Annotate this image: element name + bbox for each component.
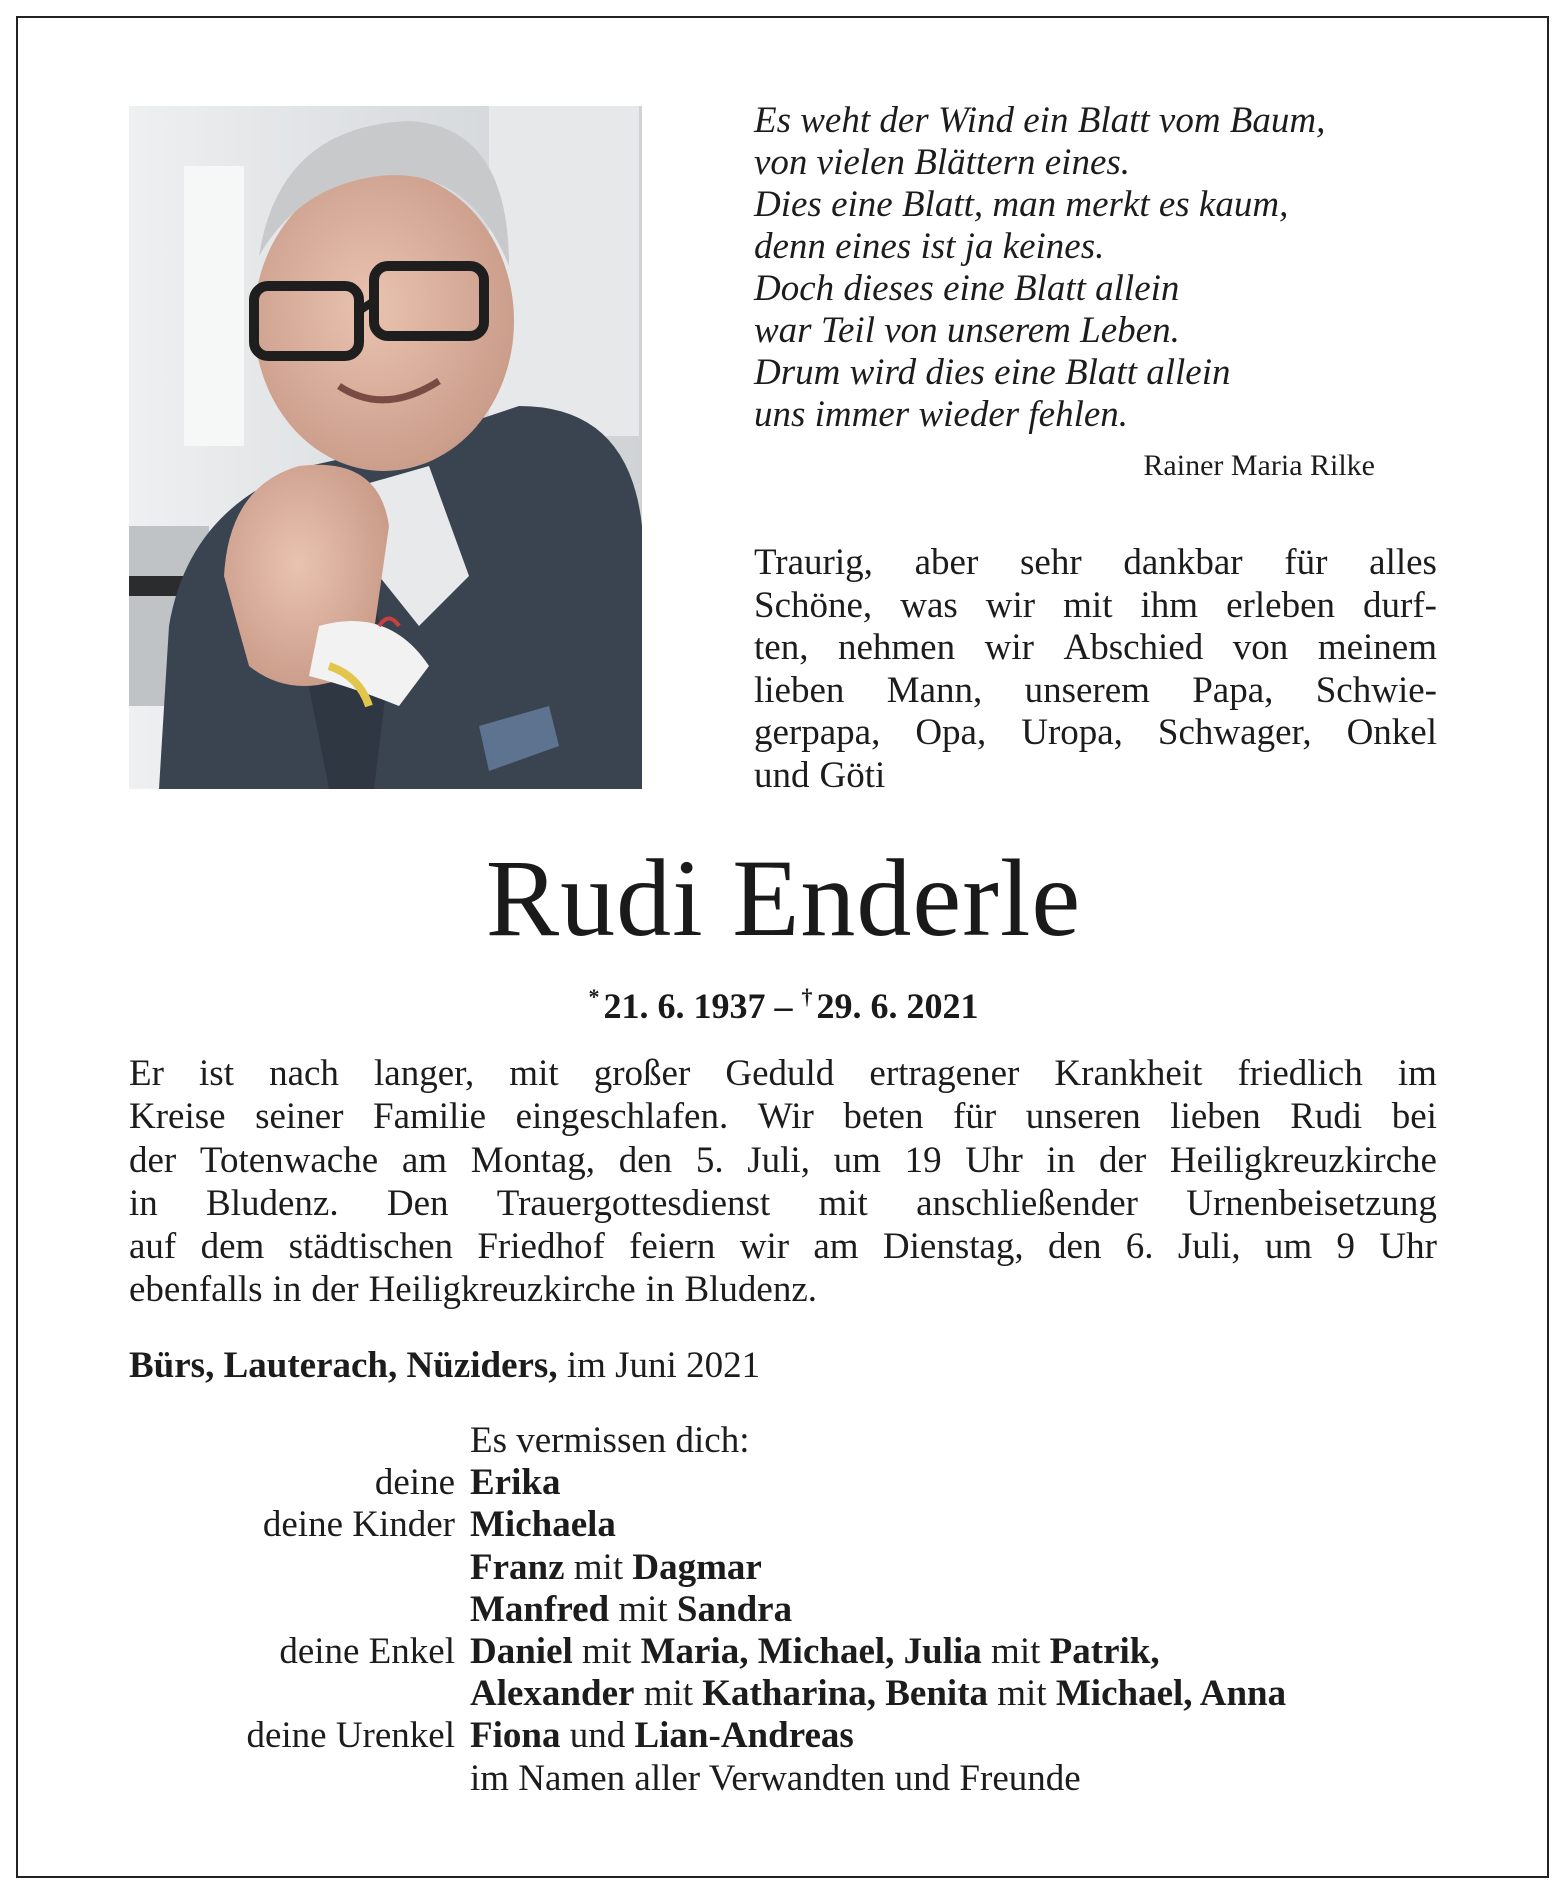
- word: unseren: [1025, 1096, 1141, 1138]
- mourner-row: [0, 1504, 1567, 1546]
- mourner-row: [0, 1673, 1567, 1715]
- mourner-row: [0, 1631, 1567, 1673]
- word: Totenwache: [199, 1139, 379, 1181]
- death-date: 29. 6. 2021: [816, 986, 979, 1026]
- word: Schwager,: [1157, 712, 1312, 753]
- life-dates: [0, 975, 1567, 1028]
- connector-word: mit: [572, 1630, 641, 1672]
- word: ihm: [1140, 584, 1199, 626]
- word: ist: [199, 1053, 234, 1094]
- word: 9: [1336, 1226, 1356, 1268]
- word: Krankheit: [1054, 1053, 1203, 1094]
- word: wir: [985, 584, 1036, 626]
- mourner-row: [0, 1547, 1567, 1589]
- word: am: [813, 1226, 859, 1268]
- word: dem: [200, 1226, 265, 1268]
- mourner-row: [0, 1589, 1567, 1631]
- word: großer: [593, 1053, 691, 1094]
- mourner-name: Dagmar: [632, 1546, 762, 1588]
- announcement-line: [129, 1095, 1437, 1138]
- word: Montag,: [470, 1139, 596, 1181]
- intro-line: [754, 670, 1437, 713]
- word: ebenfalls: [129, 1269, 263, 1311]
- portrait-photo: [129, 106, 642, 789]
- word: bei: [1391, 1096, 1437, 1138]
- word: beten: [843, 1096, 924, 1138]
- word: unserem: [1024, 669, 1150, 711]
- intro-line: [754, 755, 1437, 798]
- word: für: [953, 1096, 997, 1138]
- word: lieben: [1170, 1096, 1261, 1138]
- word: auf: [129, 1226, 177, 1268]
- word: Heiligkreuzkirche: [1169, 1139, 1437, 1181]
- poem-line: Es weht der Wind ein Blatt vom Baum,: [754, 100, 1326, 141]
- portrait-illustration: [129, 106, 642, 789]
- word: sehr: [1020, 542, 1082, 583]
- mourner-names: [470, 1673, 1286, 1715]
- intro-line: [754, 627, 1437, 670]
- mourner-row: [0, 1715, 1567, 1757]
- mourner-relation: deine Enkel: [279, 1630, 455, 1672]
- word: Uhr: [1379, 1226, 1437, 1268]
- word: Trauergottesdienst: [496, 1182, 771, 1224]
- word: nehmen: [837, 627, 956, 668]
- mourners-heading: Es vermissen dich:: [470, 1420, 750, 1461]
- word: was: [900, 584, 958, 626]
- word: 6.: [1125, 1226, 1154, 1268]
- word: wir: [984, 627, 1034, 668]
- word: Bludenz.: [206, 1182, 339, 1224]
- word: Rudi: [1290, 1096, 1363, 1138]
- word: um: [1264, 1226, 1313, 1268]
- word: nach: [269, 1053, 339, 1094]
- connector-word: mit: [609, 1588, 677, 1630]
- word: wir: [739, 1226, 790, 1268]
- mourner-rows: [0, 1462, 1567, 1800]
- poem-line: Drum wird dies eine Blatt allein: [754, 352, 1231, 393]
- word: Opa,: [915, 712, 987, 753]
- word: alles: [1369, 542, 1437, 583]
- word: den: [1048, 1226, 1102, 1268]
- word: mit: [818, 1182, 868, 1224]
- poem-author: Rainer Maria Rilke: [1143, 449, 1375, 482]
- mourner-relation: deine Urenkel: [246, 1715, 455, 1757]
- intro-paragraph: [754, 542, 1437, 797]
- mourner-name: Daniel: [470, 1630, 573, 1672]
- word: Urnenbeisetzung: [1186, 1182, 1437, 1224]
- word: um: [833, 1139, 881, 1181]
- word: 5.: [695, 1139, 724, 1181]
- word: in: [272, 1269, 302, 1311]
- connector-word: mit: [981, 1630, 1050, 1672]
- poem-line: von vielen Blättern eines.: [754, 142, 1131, 183]
- mourner-name: Patrik,: [1049, 1630, 1160, 1672]
- birth-date: 21. 6. 1937: [603, 986, 766, 1026]
- word: Göti: [819, 754, 886, 796]
- announcement-line: [129, 1052, 1437, 1095]
- word: erleben: [1226, 584, 1335, 626]
- word: friedlich: [1237, 1053, 1363, 1094]
- word: Schöne,: [754, 584, 873, 626]
- word: Wir: [757, 1096, 814, 1138]
- deceased-name: Rudi Enderle: [485, 837, 1082, 959]
- mourner-name: Fiona: [470, 1715, 561, 1757]
- mourners-list: [0, 1420, 1567, 1800]
- announcement-line: [129, 1139, 1437, 1182]
- word: feiern: [629, 1226, 716, 1268]
- word: mit: [509, 1053, 559, 1094]
- word: Familie: [373, 1096, 487, 1138]
- word: langer,: [374, 1053, 475, 1094]
- announcement-line: [129, 1268, 1437, 1311]
- word: Er: [129, 1053, 164, 1094]
- place-date-line: [129, 1344, 760, 1388]
- word: im: [1397, 1053, 1437, 1094]
- places: Bürs, Lauterach, Nüziders,: [129, 1345, 558, 1386]
- word: eingeschlafen.: [515, 1096, 729, 1138]
- mourner-names: [470, 1504, 616, 1546]
- word: mit: [1063, 584, 1113, 626]
- connector-word: mit: [564, 1546, 633, 1588]
- poem-line: war Teil von unserem Leben.: [754, 310, 1180, 351]
- connector-word: im Namen aller Verwandten und Freunde: [470, 1757, 1081, 1799]
- poem-line: Dies eine Blatt, man merkt es kaum,: [754, 184, 1289, 225]
- intro-line: [754, 542, 1437, 585]
- word: 19: [904, 1139, 942, 1181]
- announcement-line: [129, 1182, 1437, 1225]
- mourner-names: [470, 1715, 854, 1757]
- word: meinem: [1317, 627, 1437, 668]
- mourner-row: [0, 1758, 1567, 1800]
- word: Bludenz.: [684, 1269, 818, 1311]
- word: Onkel: [1346, 712, 1437, 753]
- word: Mann,: [886, 669, 983, 711]
- mourner-names: [470, 1758, 1081, 1800]
- word: Juli,: [1177, 1226, 1241, 1268]
- mourner-relation: deine Kinder: [262, 1504, 455, 1546]
- mourner-name: Lian-Andreas: [634, 1715, 854, 1757]
- mourner-row: [0, 1462, 1567, 1504]
- month-year: im Juni 2021: [566, 1345, 761, 1386]
- word: aber: [914, 542, 979, 583]
- mourner-names: [470, 1589, 792, 1631]
- word: ten,: [754, 627, 809, 668]
- word: von: [1232, 627, 1289, 668]
- word: am: [401, 1139, 448, 1181]
- date-separator: –: [774, 986, 793, 1026]
- word: in: [129, 1182, 158, 1224]
- word: gerpapa,: [754, 712, 881, 753]
- mourner-name: Manfred: [470, 1588, 610, 1630]
- word: den: [618, 1139, 673, 1181]
- connector-word: und: [560, 1715, 635, 1757]
- connector-word: mit: [988, 1673, 1056, 1715]
- word: Geduld: [725, 1053, 835, 1094]
- mourners-heading-row: [0, 1420, 1567, 1462]
- word: Den: [386, 1182, 449, 1224]
- word: seiner: [255, 1096, 344, 1138]
- intro-line: [754, 712, 1437, 755]
- word: Schwie-: [1315, 669, 1437, 711]
- birth-symbol: *: [588, 984, 600, 1009]
- mourner-name: Sandra: [676, 1588, 793, 1630]
- word: Papa,: [1192, 669, 1274, 711]
- word: Heiligkreuzkirche: [368, 1269, 636, 1311]
- word: Kreise: [129, 1096, 226, 1138]
- mourner-name: Katharina, Benita: [702, 1673, 989, 1715]
- word: Uropa,: [1021, 712, 1123, 753]
- intro-line: [754, 585, 1437, 628]
- mourner-name: Alexander: [470, 1673, 635, 1715]
- mourner-name: Erika: [470, 1462, 561, 1504]
- poem-line: uns immer wieder fehlen.: [754, 394, 1129, 435]
- word: in: [1046, 1139, 1076, 1181]
- mourner-name: Maria, Michael, Julia: [640, 1630, 982, 1672]
- mourner-names: [470, 1547, 762, 1589]
- connector-word: mit: [634, 1673, 703, 1715]
- word: Juli,: [747, 1139, 810, 1181]
- word: städtischen: [288, 1226, 454, 1268]
- word: der: [129, 1139, 177, 1181]
- mourner-relation: deine: [374, 1462, 455, 1504]
- word: durf-: [1363, 584, 1437, 626]
- announcement-line: [129, 1225, 1437, 1268]
- word: in: [645, 1269, 675, 1311]
- death-symbol: †: [801, 984, 813, 1009]
- poem: [754, 100, 1414, 436]
- word: Friedhof: [477, 1226, 605, 1268]
- word: Dienstag,: [882, 1226, 1024, 1268]
- word: lieben: [754, 669, 845, 711]
- word: anschließender: [916, 1182, 1138, 1224]
- word: dankbar: [1123, 542, 1243, 583]
- word: Uhr: [965, 1139, 1023, 1181]
- poem-line: Doch dieses eine Blatt allein: [754, 268, 1180, 309]
- mourner-name: Michaela: [470, 1504, 616, 1546]
- word: für: [1284, 542, 1328, 583]
- word: der: [311, 1269, 359, 1311]
- mourner-names: [470, 1462, 560, 1504]
- mourner-name: Michael, Anna: [1055, 1673, 1287, 1715]
- word: Traurig,: [754, 542, 873, 583]
- mourner-name: Franz: [470, 1546, 565, 1588]
- word: ertragener: [869, 1053, 1020, 1094]
- word: und: [754, 754, 810, 796]
- word: Abschied: [1063, 627, 1204, 668]
- announcement-paragraph: [129, 1052, 1437, 1312]
- poem-line: denn eines ist ja keines.: [754, 226, 1105, 267]
- mourner-names: [470, 1631, 1160, 1673]
- word: der: [1098, 1139, 1147, 1181]
